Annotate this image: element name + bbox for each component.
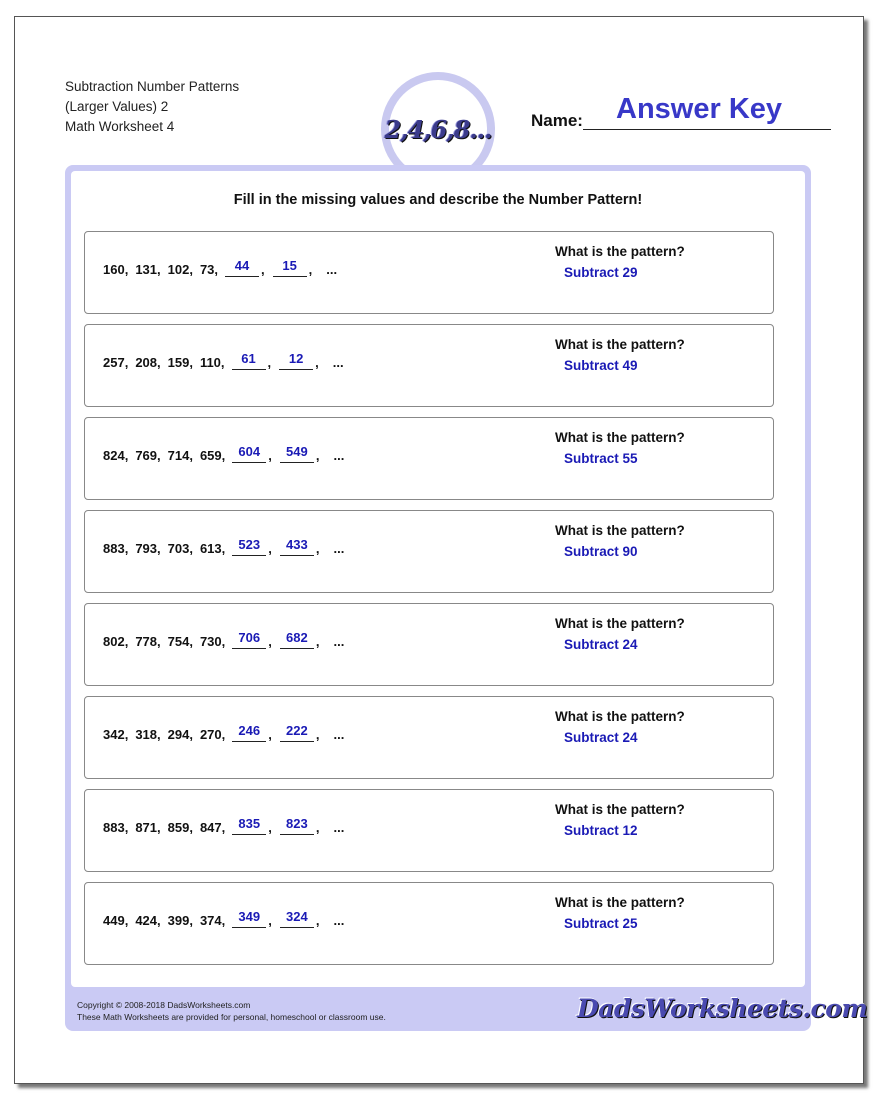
separator-comma: , xyxy=(268,727,272,742)
problem-row xyxy=(84,231,774,314)
separator-comma: , xyxy=(315,913,320,928)
number-sequence xyxy=(103,909,344,928)
answer-blank[interactable]: 349 xyxy=(232,909,266,928)
sequence-number: 802, xyxy=(103,634,129,649)
pattern-answer[interactable]: Subtract 25 xyxy=(564,916,638,931)
sequence-ellipsis: ... xyxy=(333,634,345,649)
separator-comma: , xyxy=(268,448,272,463)
worksheet-title xyxy=(65,77,239,137)
problem-row xyxy=(84,789,774,872)
number-sequence xyxy=(103,258,337,277)
separator-comma: , xyxy=(308,262,313,277)
separator-comma: , xyxy=(267,355,272,370)
problem-row xyxy=(84,882,774,965)
title-line-3: Math Worksheet 4 xyxy=(65,119,175,134)
sequence-number: 754, xyxy=(167,634,193,649)
answer-blank[interactable]: 835 xyxy=(232,816,266,835)
answer-blank[interactable]: 706 xyxy=(232,630,266,649)
sequence-ellipsis: ... xyxy=(332,355,344,370)
sequence-number: 131, xyxy=(135,262,161,277)
sequence-number: 208, xyxy=(135,355,161,370)
separator-comma: , xyxy=(268,913,272,928)
problem-row xyxy=(84,324,774,407)
sequence-number: 613, xyxy=(199,541,226,556)
pattern-answer[interactable]: Subtract 29 xyxy=(564,265,638,280)
pattern-question: What is the pattern? xyxy=(555,895,685,910)
sequence-ellipsis: ... xyxy=(333,727,345,742)
separator-comma: , xyxy=(261,262,265,277)
sequence-number: 294, xyxy=(167,727,193,742)
sequence-number: 883, xyxy=(103,541,129,556)
sequence-ellipsis: ... xyxy=(326,262,338,277)
pattern-question: What is the pattern? xyxy=(555,430,685,445)
separator-comma: , xyxy=(315,448,320,463)
answer-blank[interactable]: 324 xyxy=(280,909,314,928)
answer-blank[interactable]: 433 xyxy=(280,537,314,556)
sequence-number: 424, xyxy=(135,913,161,928)
answer-key-label: Answer Key xyxy=(616,93,783,125)
name-label: Name: xyxy=(531,111,583,130)
sequence-number: 714, xyxy=(167,448,193,463)
sequence-number: 847, xyxy=(199,820,226,835)
sequence-number: 769, xyxy=(135,448,161,463)
pattern-answer[interactable]: Subtract 24 xyxy=(564,730,638,745)
copyright-text: Copyright © 2008-2018 DadsWorksheets.com xyxy=(77,1000,251,1010)
sequence-number: 778, xyxy=(135,634,161,649)
pattern-question: What is the pattern? xyxy=(555,337,685,352)
logo-text: 2,4,6,8... xyxy=(384,114,492,144)
problem-row xyxy=(84,417,774,500)
sequence-number: 659, xyxy=(199,448,226,463)
sequence-number: 318, xyxy=(135,727,161,742)
separator-comma: , xyxy=(268,634,272,649)
name-field xyxy=(531,95,831,135)
separator-comma: , xyxy=(315,727,320,742)
sequence-number: 824, xyxy=(103,448,129,463)
pattern-question: What is the pattern? xyxy=(555,616,685,631)
answer-blank[interactable]: 61 xyxy=(232,351,266,370)
sequence-number: 703, xyxy=(167,541,193,556)
worksheet-page xyxy=(14,16,868,1084)
sequence-number: 160, xyxy=(103,262,129,277)
number-sequence xyxy=(103,723,344,742)
number-sequence xyxy=(103,537,344,556)
separator-comma: , xyxy=(268,541,272,556)
footer-copyright xyxy=(77,999,386,1023)
number-sequence xyxy=(103,630,344,649)
sequence-number: 793, xyxy=(135,541,161,556)
pattern-question: What is the pattern? xyxy=(555,523,685,538)
sequence-number: 342, xyxy=(103,727,129,742)
answer-blank[interactable]: 682 xyxy=(280,630,314,649)
number-sequence xyxy=(103,444,344,463)
problem-row xyxy=(84,603,774,686)
problem-row xyxy=(84,696,774,779)
sequence-number: 257, xyxy=(103,355,129,370)
sequence-number: 449, xyxy=(103,913,129,928)
number-sequence xyxy=(103,351,344,370)
separator-comma: , xyxy=(315,541,320,556)
sequence-number: 102, xyxy=(167,262,193,277)
answer-blank[interactable]: 549 xyxy=(280,444,314,463)
answer-blank[interactable]: 15 xyxy=(273,258,307,277)
name-underline xyxy=(583,129,831,130)
pattern-question: What is the pattern? xyxy=(555,802,685,817)
problem-row xyxy=(84,510,774,593)
title-line-2: (Larger Values) 2 xyxy=(65,99,169,114)
instruction-text: Fill in the missing values and describe the Number Pattern! xyxy=(233,192,643,208)
separator-comma: , xyxy=(315,634,320,649)
answer-blank[interactable]: 523 xyxy=(232,537,266,556)
sequence-ellipsis: ... xyxy=(333,541,345,556)
pattern-answer[interactable]: Subtract 90 xyxy=(564,544,638,559)
separator-comma: , xyxy=(315,820,320,835)
sequence-ellipsis: ... xyxy=(333,913,345,928)
pattern-answer[interactable]: Subtract 24 xyxy=(564,637,638,652)
pattern-answer[interactable]: Subtract 49 xyxy=(564,358,638,373)
pattern-question: What is the pattern? xyxy=(555,709,685,724)
pattern-answer[interactable]: Subtract 55 xyxy=(564,451,638,466)
sequence-ellipsis: ... xyxy=(333,448,345,463)
dadsworksheets-logo: DadsWorksheets.com xyxy=(577,994,868,1023)
problems-frame xyxy=(65,165,868,1031)
sequence-number: 399, xyxy=(167,913,193,928)
sequence-number: 859, xyxy=(167,820,193,835)
answer-blank[interactable]: 604 xyxy=(232,444,266,463)
separator-comma: , xyxy=(315,355,319,370)
answer-blank[interactable]: 44 xyxy=(225,258,259,277)
answer-blank[interactable]: 222 xyxy=(280,723,314,742)
problems-panel xyxy=(71,171,805,987)
sequence-number: 270, xyxy=(199,727,226,742)
number-sequence xyxy=(103,816,344,835)
answer-blank[interactable]: 12 xyxy=(279,351,313,370)
answer-blank[interactable]: 823 xyxy=(280,816,314,835)
sequence-number: 110, xyxy=(199,355,225,370)
sequence-number: 159, xyxy=(167,355,193,370)
sequence-number: 374, xyxy=(199,913,226,928)
sequence-ellipsis: ... xyxy=(333,820,345,835)
sequence-number: 871, xyxy=(135,820,161,835)
pattern-answer[interactable]: Subtract 12 xyxy=(564,823,638,838)
sequence-number: 883, xyxy=(103,820,129,835)
separator-comma: , xyxy=(268,820,272,835)
sequence-number: 73, xyxy=(199,262,219,277)
answer-blank[interactable]: 246 xyxy=(232,723,266,742)
pattern-question: What is the pattern? xyxy=(555,244,685,259)
title-line-1: Subtraction Number Patterns xyxy=(65,79,240,94)
sequence-number: 730, xyxy=(199,634,226,649)
usage-notice: These Math Worksheets are provided for personal, homeschool or classroom use. xyxy=(77,1012,386,1022)
